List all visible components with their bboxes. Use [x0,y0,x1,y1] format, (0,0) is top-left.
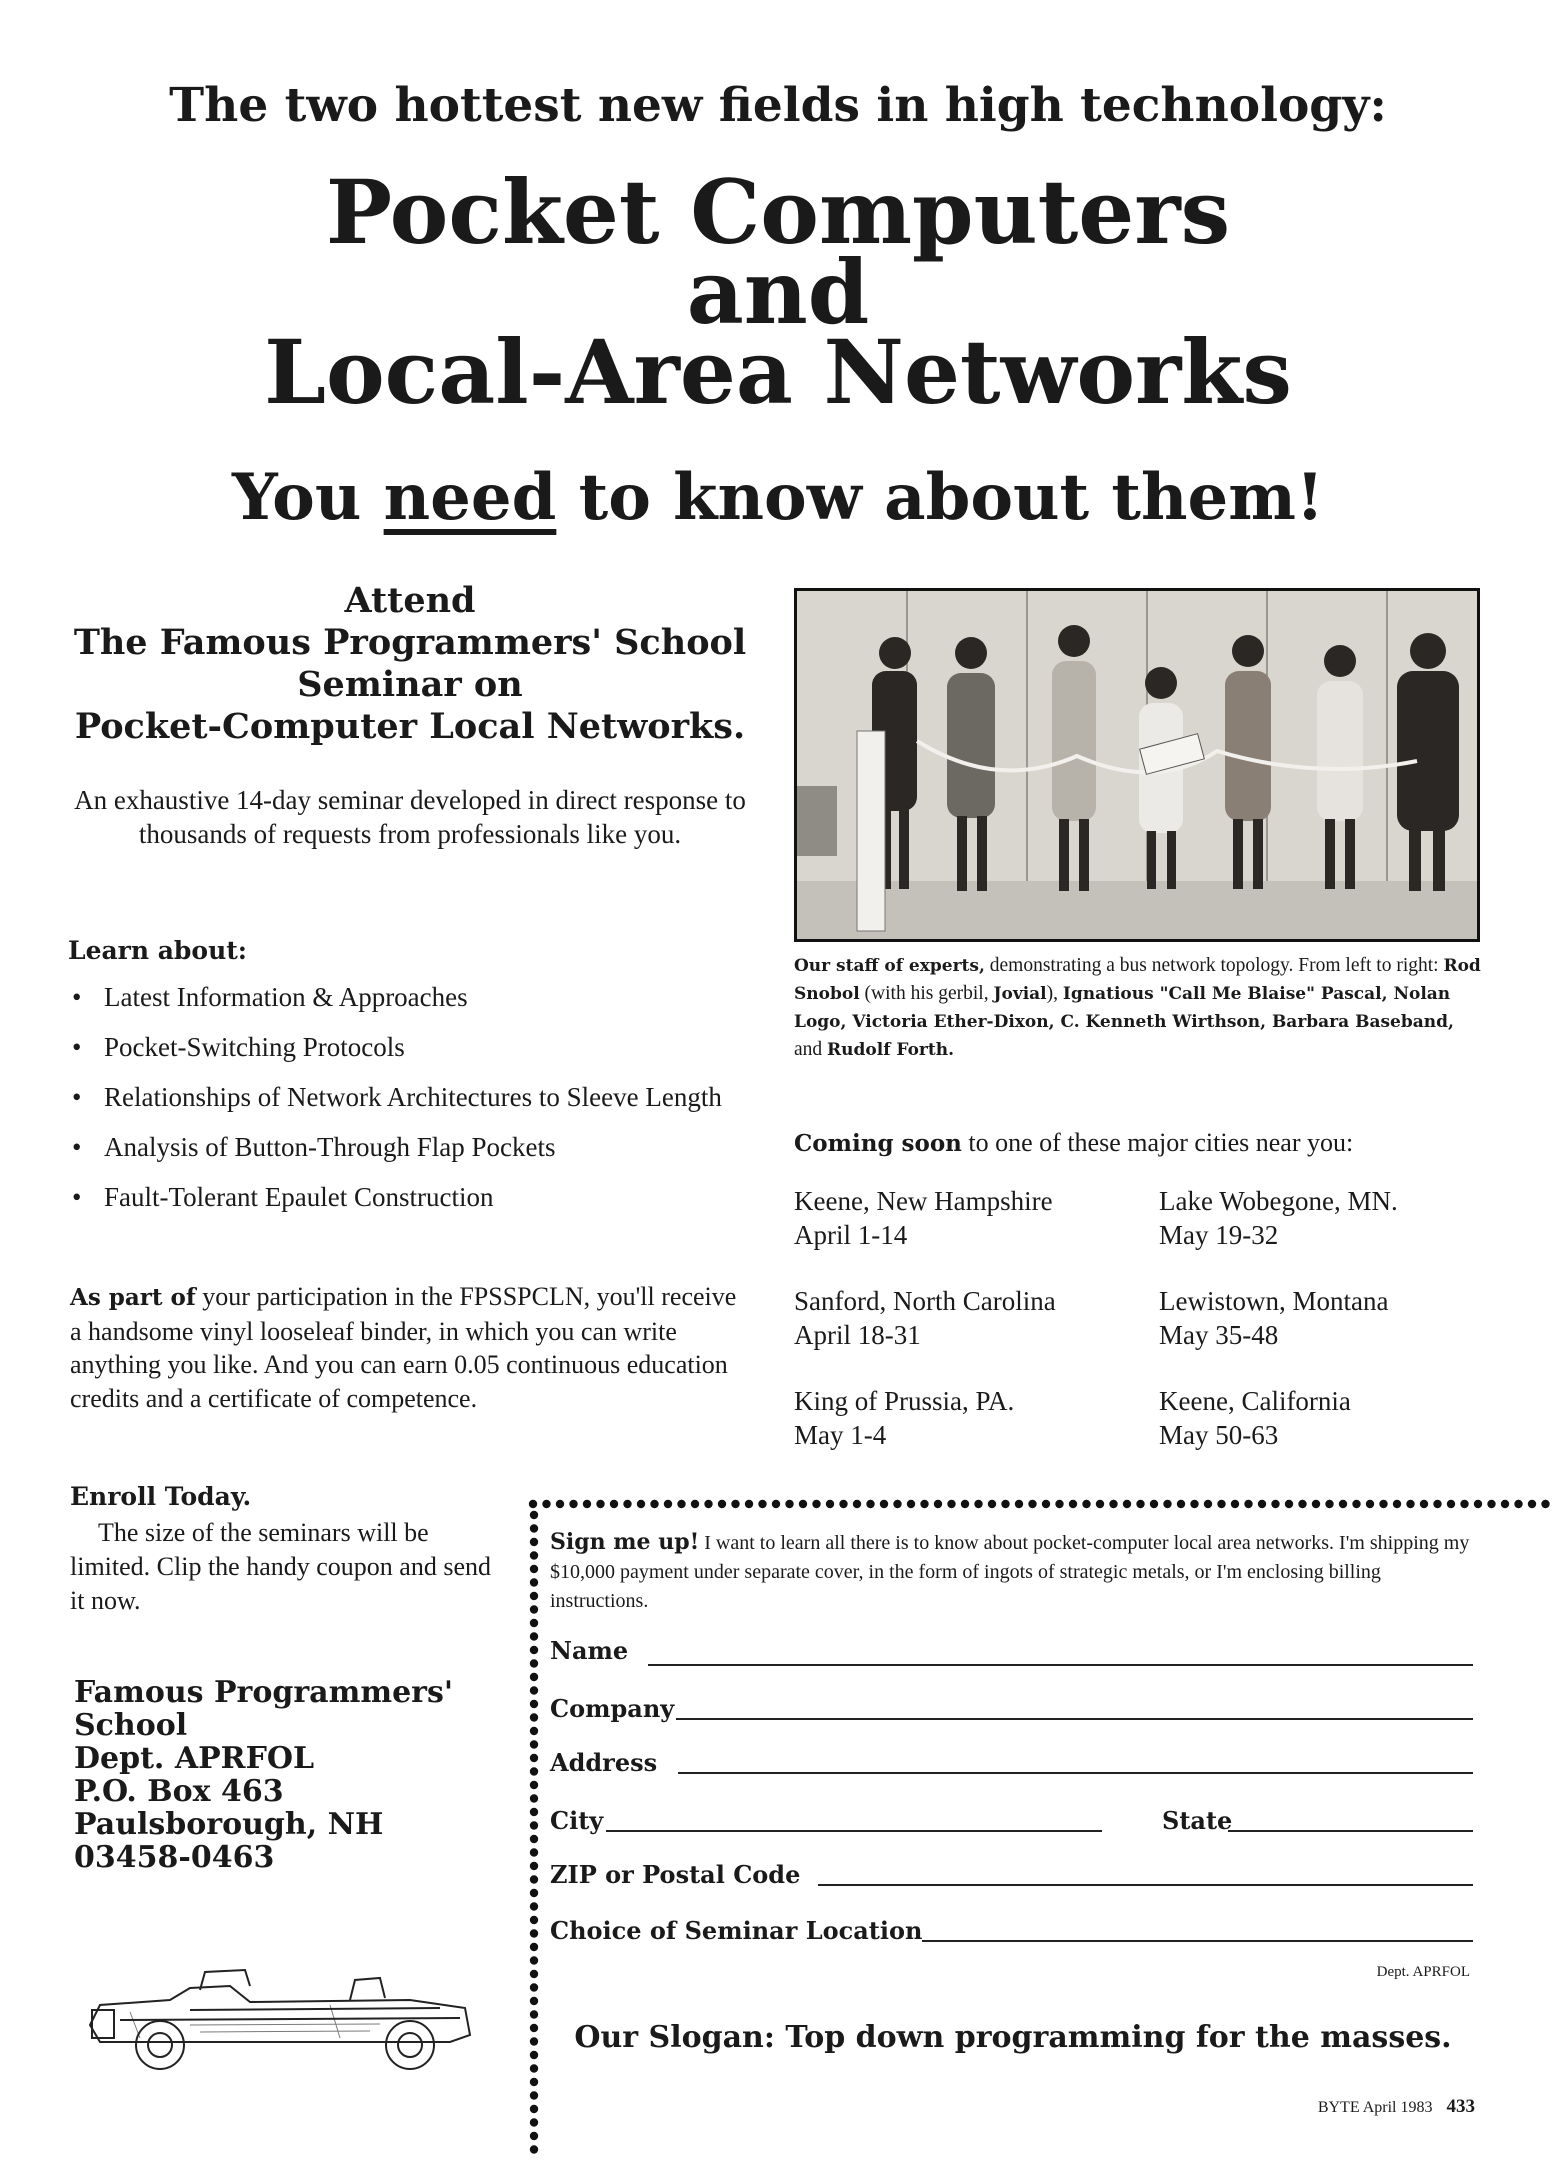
border-dot [530,1997,538,2005]
border-dot [799,1500,807,1508]
border-dot [530,1592,538,1600]
address-field[interactable] [678,1772,1473,1774]
intro-paragraph: An exhaustive 14-day seminar developed in direct response to thousands of requests from professionals like you. [74,785,746,849]
border-dot [772,1500,780,1508]
attend-line-4: Pocket-Computer Local Networks. [74,706,746,747]
border-dot [530,2091,538,2099]
caption-text-1: demonstrating a bus network topology. From left to right: [984,955,1444,976]
tagline [0,460,1556,535]
border-dot [812,1500,820,1508]
city-name: King of Prussia, PA. [794,1386,1015,1416]
border-dot [530,1835,538,1843]
border-dot [1298,1500,1306,1508]
zip-field[interactable] [818,1884,1473,1886]
page-folio [1200,2096,1475,2118]
address-line: P.O. Box 463 [74,1774,284,1809]
slogan: Our Slogan: Top down programming for the masses. [574,2020,1452,2055]
page-number: 433 [1446,2096,1475,2117]
border-dot [530,1727,538,1735]
border-dot [530,1538,538,1546]
border-dot [530,2118,538,2126]
title-line-1: Pocket Computers [325,160,1231,264]
kicker-headline: The two hottest new fields in high technology: [169,78,1387,133]
border-dot [988,1500,996,1508]
border-dot [530,1511,538,1519]
list-item: • Fault-Tolerant Epaulet Construction [68,1180,728,1214]
border-dot [530,2132,538,2140]
border-dot [839,1500,847,1508]
border-dot [1447,1500,1455,1508]
coupon-border-top [528,1497,1556,1511]
border-dot [947,1500,955,1508]
border-dot [1042,1500,1050,1508]
border-dot [1271,1500,1279,1508]
caption-text-3: ), [1046,983,1063,1004]
city-dates: April 1-14 [794,1220,908,1250]
border-dot [1082,1500,1090,1508]
border-dot [650,1500,658,1508]
border-dot [1204,1500,1212,1508]
border-dot [1136,1500,1144,1508]
attend-heading [60,580,760,748]
border-dot [530,1821,538,1829]
border-dot [974,1500,982,1508]
border-dot [530,2145,538,2153]
border-dot [530,1619,538,1627]
company-field[interactable] [676,1718,1473,1720]
border-dot [530,2024,538,2032]
list-item: • Relationships of Network Architectures to Sleeve Length [68,1080,728,1114]
list-item: • Pocket-Switching Protocols [68,1030,728,1064]
company-label: Company [550,1694,675,1723]
border-dot [530,1943,538,1951]
border-dot [530,2105,538,2113]
border-dot [542,1500,550,1508]
border-dot [530,1646,538,1654]
city-entry [1159,1284,1388,1352]
border-dot [1231,1500,1239,1508]
learn-heading: Learn about: [68,936,248,965]
border-dot [530,1983,538,1991]
border-dot [1163,1500,1171,1508]
border-dot [866,1500,874,1508]
city-dates: May 35-48 [1159,1320,1279,1350]
participation-paragraph [70,1280,740,1415]
state-label: State [1162,1806,1233,1835]
border-dot [1190,1500,1198,1508]
city-entry [1159,1384,1351,1452]
border-dot [530,1808,538,1816]
caption-name-4: Rudolf Forth. [827,1040,954,1060]
border-dot [1460,1500,1468,1508]
participation-text: your participation in the FPSSPCLN, you'll receive a handsome vinyl looseleaf binder, in which you can write anything you like. And you can earn 0.05 continuous education credits and a certificate of competence. [70,1282,737,1413]
border-dot [1096,1500,1104,1508]
tagline-emphasis: need [383,460,557,535]
border-dot [530,1875,538,1883]
border-dot [1150,1500,1158,1508]
caption-text-4: and [794,1039,828,1060]
city-entry [794,1284,1056,1352]
border-dot [893,1500,901,1508]
border-dot [1177,1500,1185,1508]
attend-line-2: The Famous Programmers' School [73,622,747,663]
mailing-address [74,1676,453,1874]
border-dot [920,1500,928,1508]
border-dot [704,1500,712,1508]
city-entry [794,1384,1014,1452]
coming-soon-bold: Coming soon [794,1130,962,1157]
border-dot [1474,1500,1482,1508]
location-label: Choice of Seminar Location [550,1916,923,1945]
attend-line-3: Seminar on [297,664,523,705]
border-dot [530,1713,538,1721]
border-dot [596,1500,604,1508]
border-dot [569,1500,577,1508]
border-dot [1487,1500,1495,1508]
border-dot [1501,1500,1509,1508]
border-dot [530,1551,538,1559]
city-dates: May 1-4 [794,1420,887,1450]
border-dot [530,1673,538,1681]
border-dot [718,1500,726,1508]
border-dot [1244,1500,1252,1508]
caption-bold-1: Our staff of experts, [794,956,985,976]
border-dot [880,1500,888,1508]
caption-name-1: Rod Snobol [794,956,1481,1004]
border-dot [1433,1500,1441,1508]
attend-line-1: Attend [344,580,476,621]
caption-text-2: (with his gerbil, [859,983,994,1004]
border-dot [530,2064,538,2072]
border-dot [1001,1500,1009,1508]
address-line: Famous Programmers' [74,1675,454,1710]
city-name: Lewistown, Montana [1159,1286,1389,1316]
coupon-border-left [527,1507,541,2160]
border-dot [530,1794,538,1802]
border-dot [1258,1500,1266,1508]
title-line-3: Local-Area Networks [264,320,1292,424]
border-dot [664,1500,672,1508]
caption-name-3: Ignatious "Call Me Blaise" Pascal, Nolan Logo, Victoria Ether-Dixon, C. Kenneth Wirthson, Barbara Baseband, [794,984,1454,1032]
border-dot [1528,1500,1536,1508]
border-dot [1406,1500,1414,1508]
city-entry [794,1184,1053,1252]
name-field[interactable] [648,1664,1473,1666]
border-dot [530,1578,538,1586]
signup-bold: Sign me up! [550,1529,700,1555]
border-dot [530,1565,538,1573]
border-dot [556,1500,564,1508]
address-line: Dept. APRFOL [74,1741,315,1776]
border-dot [907,1500,915,1508]
border-dot [731,1500,739,1508]
border-dot [1312,1500,1320,1508]
border-dot [758,1500,766,1508]
border-dot [530,1740,538,1748]
border-dot [1069,1500,1077,1508]
main-title [0,160,1556,424]
border-dot [1123,1500,1131,1508]
border-dot [934,1500,942,1508]
title-line-2: and [686,240,870,344]
border-dot [530,1781,538,1789]
border-dot [853,1500,861,1508]
staff-photo [794,588,1480,942]
border-dot [826,1500,834,1508]
border-dot [1352,1500,1360,1508]
border-dot [530,1970,538,1978]
list-item: • Latest Information & Approaches [68,980,728,1014]
border-dot [745,1500,753,1508]
signup-text [550,1528,1480,1616]
list-item: • Analysis of Button-Through Flap Pockets [68,1130,728,1164]
tagline-after: to know about them! [556,460,1324,535]
city-name: Keene, California [1159,1386,1351,1416]
enroll-heading: Enroll Today. [70,1482,252,1511]
border-dot [530,2010,538,2018]
state-field[interactable] [1228,1830,1473,1832]
border-dot [530,1767,538,1775]
name-label: Name [550,1636,629,1665]
border-dot [637,1500,645,1508]
border-dot [1285,1500,1293,1508]
city-name: Keene, New Hampshire [794,1186,1053,1216]
address-line: School [74,1708,188,1743]
coupon-dept: Dept. APRFOL [1376,1964,1470,1980]
magazine-name: BYTE April 1983 [1317,2099,1433,2116]
address-line: 03458-0463 [74,1840,275,1875]
border-dot [1393,1500,1401,1508]
border-dot [1028,1500,1036,1508]
border-dot [961,1500,969,1508]
border-dot [530,1659,538,1667]
border-dot [530,1916,538,1924]
zip-label: ZIP or Postal Code [550,1860,801,1889]
border-dot [530,2078,538,2086]
border-dot [1514,1500,1522,1508]
coming-soon-text: to one of these major cities near you: [961,1128,1354,1157]
border-dot [610,1500,618,1508]
border-dot [691,1500,699,1508]
border-dot [1217,1500,1225,1508]
border-dot [530,1862,538,1870]
border-dot [530,1700,538,1708]
border-dot [1366,1500,1374,1508]
border-dot [1015,1500,1023,1508]
city-name: Lake Wobegone, MN. [1159,1186,1398,1216]
border-dot [1109,1500,1117,1508]
border-dot [530,1524,538,1532]
location-field[interactable] [922,1940,1473,1942]
border-dot [1541,1500,1549,1508]
learn-list [68,980,728,1230]
city-name: Sanford, North Carolina [794,1286,1056,1316]
border-dot [530,1754,538,1762]
city-label: City [550,1806,604,1835]
border-dot [530,1889,538,1897]
city-dates: May 50-63 [1159,1420,1279,1450]
border-dot [623,1500,631,1508]
border-dot [530,2051,538,2059]
caption-name-2: Jovial [993,984,1047,1004]
border-dot [1325,1500,1333,1508]
border-dot [1055,1500,1063,1508]
city-dates: April 18-31 [794,1320,921,1350]
border-dot [530,1956,538,1964]
photo-caption [794,952,1484,1064]
city-dates: May 19-32 [1159,1220,1279,1250]
border-dot [530,2037,538,2045]
participation-lead: As part of [70,1284,196,1311]
border-dot [530,1848,538,1856]
border-dot [530,1686,538,1694]
signup-body: I want to learn all there is to know about pocket-computer local area networks. I'm shipping my $10,000 payment under separate cover, in the form of ingots of strategic metals, or I'm enclosing billing instructions. [550,1532,1470,1612]
address-line: Paulsborough, NH [74,1807,384,1842]
border-dot [530,1605,538,1613]
border-dot [1379,1500,1387,1508]
city-entry [1159,1184,1398,1252]
border-dot [785,1500,793,1508]
tagline-before: You [232,460,384,535]
border-dot [583,1500,591,1508]
border-dot [1339,1500,1347,1508]
address-label: Address [550,1748,658,1777]
enroll-text: The size of the seminars will be limited. Clip the handy coupon and send it now. [70,1518,491,1615]
border-dot [1420,1500,1428,1508]
border-dot [530,1929,538,1937]
coming-soon [794,1128,1353,1158]
city-field[interactable] [606,1830,1102,1832]
border-dot [677,1500,685,1508]
car-illustration [80,1950,480,2080]
border-dot [530,1632,538,1640]
border-dot [530,1902,538,1910]
